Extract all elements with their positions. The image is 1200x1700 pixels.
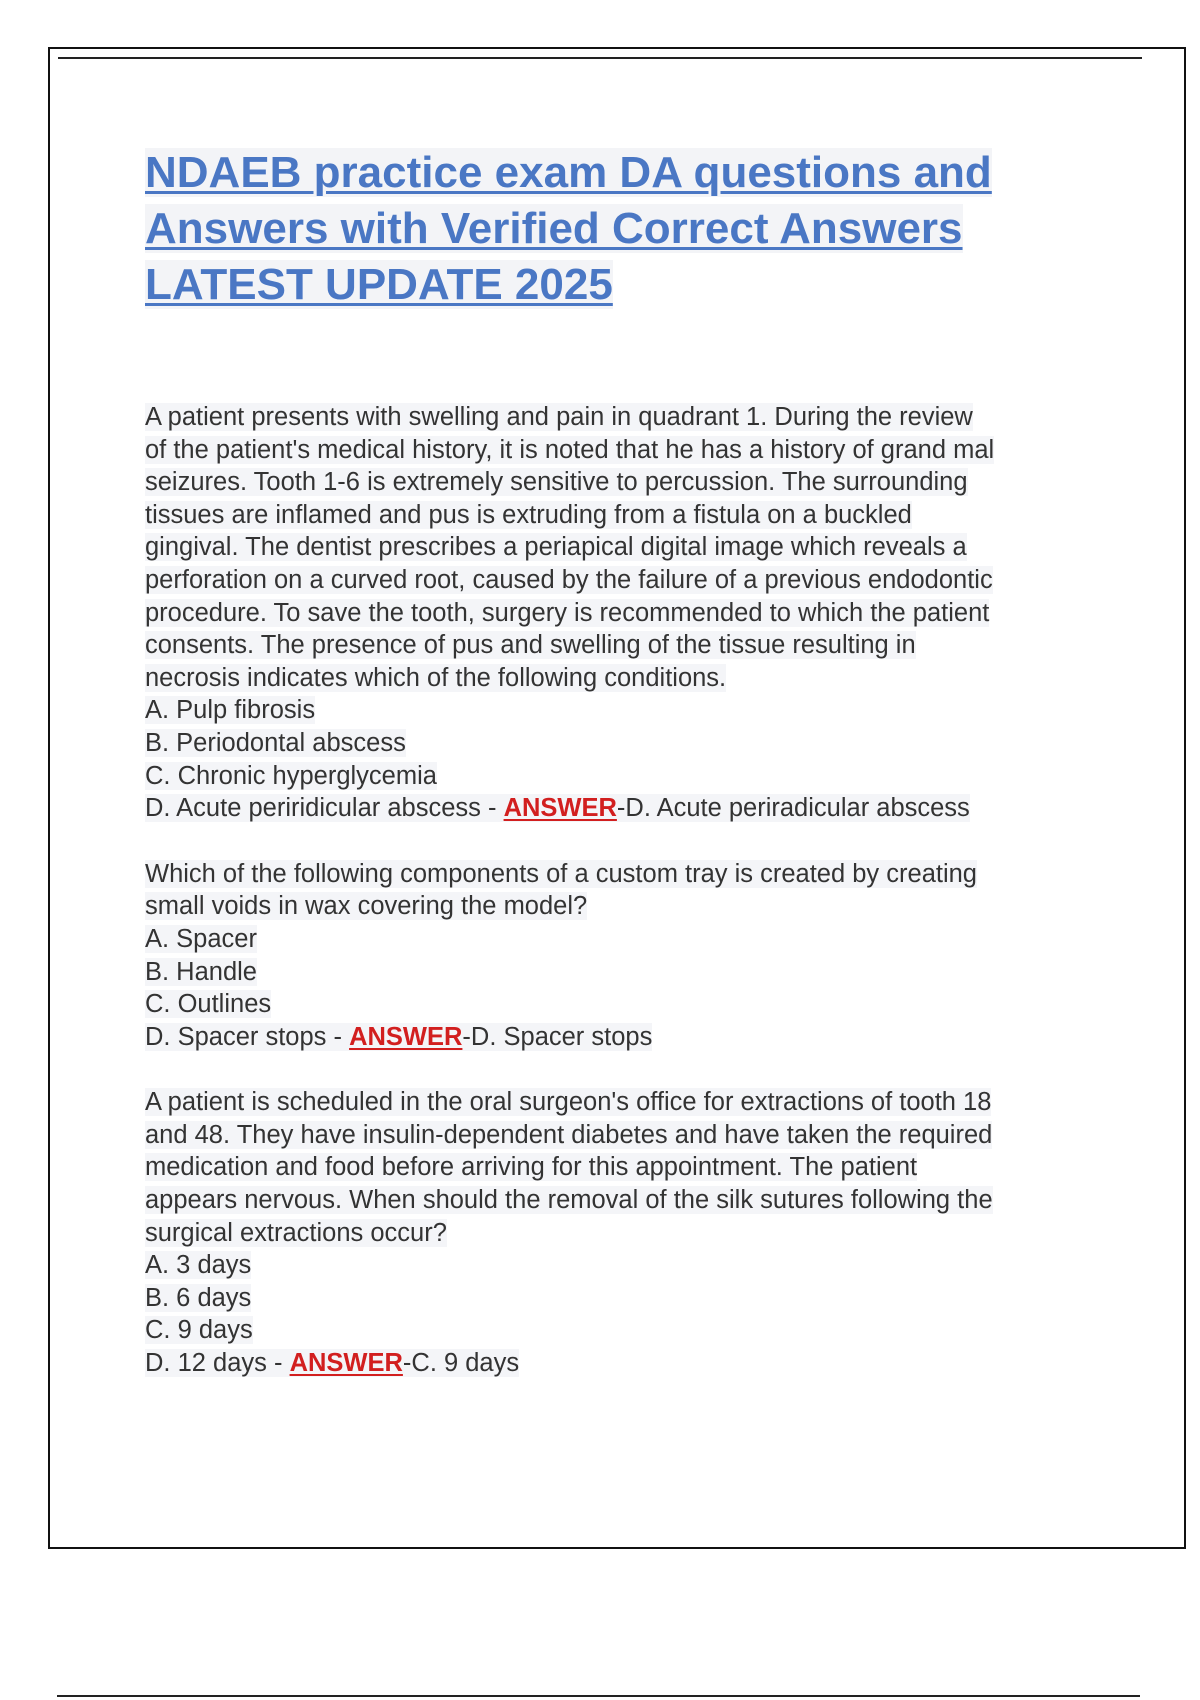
question-stem-line: tissues are inflamed and pus is extruding from a fistula on a buckled (145, 500, 912, 529)
answer-option: A. Pulp fibrosis (145, 696, 316, 725)
answer-option-with-key (145, 1347, 1105, 1380)
bottom-divider (57, 1695, 1140, 1697)
question-list (145, 401, 1105, 1413)
correct-answer: -D. Spacer stops (462, 1022, 653, 1051)
answer-option: B. Periodontal abscess (145, 728, 406, 757)
question-stem-line: gingival. The dentist prescribes a periapical digital image which reveals a (145, 533, 967, 562)
question-stem-line: perforation on a curved root, caused by the failure of a previous endodontic (145, 565, 993, 594)
answer-option-with-key (145, 792, 1105, 825)
answer-option-last: D. 12 days - (145, 1349, 290, 1378)
question-stem-line: appears nervous. When should the removal of the silk sutures following the (145, 1186, 993, 1215)
question-3 (145, 1086, 1105, 1379)
answer-option: A. 3 days (145, 1251, 252, 1280)
title-line-1: NDAEB practice exam DA questions and (145, 148, 992, 197)
answer-label: ANSWER (503, 794, 617, 823)
answer-option: B. Handle (145, 957, 257, 986)
question-stem-line: medication and food before arriving for this appointment. The patient (145, 1153, 918, 1182)
question-stem-line: seizures. Tooth 1-6 is extremely sensitive to percussion. The surrounding (145, 468, 968, 497)
correct-answer: -D. Acute periradicular abscess (616, 794, 970, 823)
question-stem-line: A patient is scheduled in the oral surgeon's office for extractions of tooth 18 (145, 1088, 992, 1117)
answer-option: B. 6 days (145, 1283, 252, 1312)
answer-option: A. Spacer (145, 924, 257, 953)
question-2 (145, 858, 1105, 1054)
answer-option: C. 9 days (145, 1316, 253, 1345)
answer-label: ANSWER (289, 1349, 403, 1378)
answer-option: C. Chronic hyperglycemia (145, 761, 437, 790)
answer-option-with-key (145, 1021, 1105, 1054)
document-title (145, 145, 1085, 313)
question-stem-line: small voids in wax covering the model? (145, 892, 588, 921)
question-stem-line: of the patient's medical history, it is noted that he has a history of grand mal (145, 435, 995, 464)
question-stem-line: necrosis indicates which of the following conditions. (145, 663, 727, 692)
answer-label: ANSWER (349, 1022, 463, 1051)
title-line-2: Answers with Verified Correct Answers (145, 204, 963, 253)
question-stem-line: A patient presents with swelling and pain in quadrant 1. During the review (145, 403, 973, 431)
correct-answer: -C. 9 days (402, 1349, 520, 1378)
question-stem-line: surgical extractions occur? (145, 1218, 447, 1247)
top-divider (58, 57, 1142, 59)
question-stem-line: and 48. They have insulin-dependent diabetes and have taken the required (145, 1120, 993, 1149)
question-1 (145, 401, 1105, 825)
title-line-3: LATEST UPDATE 2025 (145, 260, 613, 309)
question-stem-line: procedure. To save the tooth, surgery is recommended to which the patient (145, 598, 990, 627)
answer-option-last: D. Spacer stops - (145, 1022, 350, 1051)
question-stem-line: Which of the following components of a custom tray is created by creating (145, 859, 977, 888)
question-stem-line: consents. The presence of pus and swelling of the tissue resulting in (145, 631, 916, 660)
answer-option-last: D. Acute periridicular abscess - (145, 794, 504, 823)
answer-option: C. Outlines (145, 990, 272, 1019)
